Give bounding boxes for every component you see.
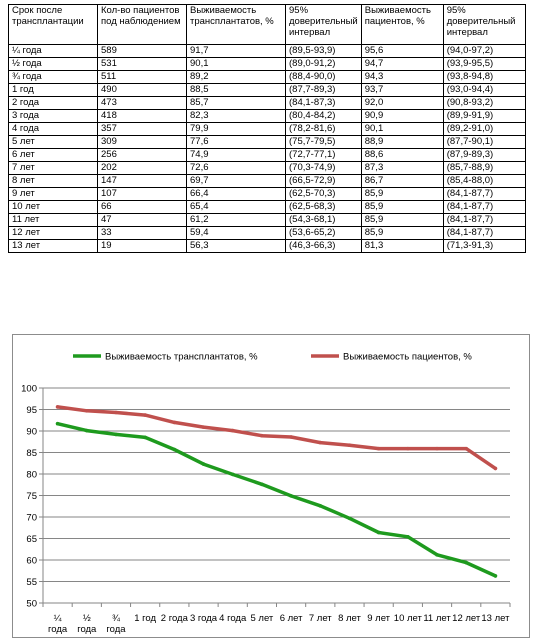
table-row [9, 97, 526, 110]
cell-graft-ci: (46,3-66,3) [286, 240, 362, 253]
x-tick-label: 10 лет [393, 613, 422, 624]
cell-patient-ci: (89,2-91,0) [443, 123, 525, 136]
table-row [9, 175, 526, 188]
series-2-point [348, 443, 352, 447]
cell-term: 9 лет [9, 188, 98, 201]
y-tick-label: 60 [26, 555, 37, 567]
cell-term: 7 лет [9, 162, 98, 175]
series-2-point [318, 441, 322, 445]
header-patient-survival: Выживаемость пациентов, % [361, 5, 443, 45]
cell-graft-ci: (62,5-70,3) [286, 188, 362, 201]
y-tick-label: 95 [26, 405, 37, 416]
cell-graft-survival: 74,9 [187, 149, 286, 162]
x-tick-label: ¼ [53, 613, 62, 624]
series-1-point [406, 535, 410, 539]
cell-patient-survival: 85,9 [361, 188, 443, 201]
cell-graft-survival: 72,6 [187, 162, 286, 175]
cell-patient-count: 256 [98, 149, 187, 162]
table-row [9, 188, 526, 201]
table-row [9, 149, 526, 162]
header-graft-ci: 95% доверительный интервал [286, 5, 362, 45]
cell-patient-ci: (84,1-87,7) [443, 188, 525, 201]
x-tick-label: 13 лет [481, 613, 510, 624]
cell-patient-survival: 85,9 [361, 214, 443, 227]
cell-term: 3 года [9, 110, 98, 123]
chart-frame [12, 334, 530, 638]
series-2-point [202, 425, 206, 429]
x-tick-label: 5 лет [250, 613, 274, 624]
cell-graft-ci: (66,5-72,9) [286, 175, 362, 188]
cell-patient-count: 418 [98, 110, 187, 123]
cell-graft-survival: 77,6 [187, 136, 286, 149]
cell-term: 2 года [9, 97, 98, 110]
cell-term: 6 лет [9, 149, 98, 162]
cell-term: 12 лет [9, 227, 98, 240]
cell-patient-ci: (85,4-88,0) [443, 175, 525, 188]
table-header-row [9, 5, 526, 45]
cell-patient-survival: 90,9 [361, 110, 443, 123]
series-1-point [464, 561, 468, 565]
cell-patient-count: 309 [98, 136, 187, 149]
cell-patient-count: 357 [98, 123, 187, 136]
cell-graft-survival: 90,1 [187, 58, 286, 71]
x-tick-label: 4 года [219, 613, 247, 624]
series-2-point [464, 447, 468, 451]
table-row [9, 123, 526, 136]
cell-patient-count: 107 [98, 188, 187, 201]
cell-graft-ci: (80,4-84,2) [286, 110, 362, 123]
table-row [9, 201, 526, 214]
cell-graft-survival: 88,5 [187, 84, 286, 97]
table-row [9, 227, 526, 240]
cell-patient-survival: 87,3 [361, 162, 443, 175]
series-2-point [231, 429, 235, 433]
cell-patient-count: 66 [98, 201, 187, 214]
cell-patient-count: 589 [98, 45, 187, 58]
x-tick-label: года [48, 624, 68, 635]
series-2-point [85, 409, 89, 413]
cell-patient-ci: (71,3-91,3) [443, 240, 525, 253]
legend-label-1: Выживаемость трансплантатов, % [105, 351, 258, 363]
y-tick-label: 70 [26, 512, 37, 524]
y-tick-label: 80 [26, 469, 37, 481]
cell-graft-ci: (54,3-68,1) [286, 214, 362, 227]
cell-graft-ci: (87,7-89,3) [286, 84, 362, 97]
x-tick-label: 2 года [160, 613, 188, 624]
cell-patient-survival: 95,6 [361, 45, 443, 58]
cell-graft-survival: 91,7 [187, 45, 286, 58]
cell-graft-survival: 82,3 [187, 110, 286, 123]
cell-graft-survival: 59,4 [187, 227, 286, 240]
cell-term: 1 год [9, 84, 98, 97]
cell-graft-ci: (84,1-87,3) [286, 97, 362, 110]
x-tick-label: года [106, 624, 126, 635]
cell-term: ½ года [9, 58, 98, 71]
series-2-point [173, 421, 177, 425]
cell-patient-count: 202 [98, 162, 187, 175]
series-1-point [435, 553, 439, 557]
cell-graft-ci: (62,5-68,3) [286, 201, 362, 214]
header-graft-survival: Выживаемость трансплантатов, % [187, 5, 286, 45]
x-tick-label: года [77, 624, 97, 635]
y-tick-label: 85 [26, 448, 37, 459]
cell-term: 8 лет [9, 175, 98, 188]
cell-graft-survival: 85,7 [187, 97, 286, 110]
series-2-point [406, 447, 410, 451]
cell-graft-ci: (75,7-79,5) [286, 136, 362, 149]
cell-graft-survival: 69,7 [187, 175, 286, 188]
series-2-point [143, 413, 147, 417]
cell-patient-ci: (93,9-95,5) [443, 58, 525, 71]
cell-patient-survival: 88,9 [361, 136, 443, 149]
cell-term: ¼ года [9, 45, 98, 58]
cell-patient-ci: (85,7-88,9) [443, 162, 525, 175]
cell-graft-ci: (78,2-81,6) [286, 123, 362, 136]
cell-patient-count: 490 [98, 84, 187, 97]
cell-patient-count: 33 [98, 227, 187, 240]
series-2-point [377, 447, 381, 451]
series-1-point [289, 494, 293, 498]
cell-term: 13 лет [9, 240, 98, 253]
series-line-2 [58, 407, 496, 469]
cell-patient-ci: (93,0-94,4) [443, 84, 525, 97]
series-1-point [231, 473, 235, 477]
series-1-point [173, 448, 177, 452]
table-row [9, 240, 526, 253]
x-tick-label: 7 лет [308, 613, 332, 624]
cell-term: ¾ года [9, 71, 98, 84]
table-row [9, 110, 526, 123]
cell-graft-survival: 61,2 [187, 214, 286, 227]
cell-graft-ci: (53,6-65,2) [286, 227, 362, 240]
series-1-point [143, 436, 147, 440]
series-1-point [260, 483, 264, 487]
cell-patient-count: 531 [98, 58, 187, 71]
series-2-point [289, 435, 293, 439]
y-tick-label: 50 [26, 598, 37, 610]
survival-table [8, 4, 526, 253]
cell-patient-survival: 85,9 [361, 201, 443, 214]
cell-patient-ci: (87,7-90,1) [443, 136, 525, 149]
table-row [9, 84, 526, 97]
series-line-1 [58, 424, 496, 576]
x-tick-label: ½ [82, 613, 91, 624]
cell-graft-survival: 79,9 [187, 123, 286, 136]
cell-graft-survival: 89,2 [187, 71, 286, 84]
table-row [9, 214, 526, 227]
x-tick-label: 3 года [189, 613, 218, 624]
cell-patient-ci: (94,0-97,2) [443, 45, 525, 58]
series-1-point [494, 574, 498, 578]
table-row [9, 71, 526, 84]
cell-graft-ci: (89,0-91,2) [286, 58, 362, 71]
cell-graft-survival: 56,3 [187, 240, 286, 253]
series-1-point [56, 422, 60, 426]
table-row [9, 45, 526, 58]
table-row [9, 162, 526, 175]
cell-patient-survival: 93,7 [361, 84, 443, 97]
cell-patient-ci: (90,8-93,2) [443, 97, 525, 110]
cell-patient-ci: (87,9-89,3) [443, 149, 525, 162]
x-tick-label: 8 лет [338, 613, 361, 624]
cell-patient-count: 511 [98, 71, 187, 84]
series-2-point [114, 411, 118, 415]
cell-term: 11 лет [9, 214, 98, 227]
cell-patient-ci: (93,8-94,8) [443, 71, 525, 84]
y-tick-label: 65 [26, 534, 37, 545]
y-tick-label: 75 [26, 491, 37, 502]
y-tick-label: 100 [21, 383, 37, 395]
cell-graft-survival: 65,4 [187, 201, 286, 214]
series-1-point [114, 433, 118, 437]
cell-term: 10 лет [9, 201, 98, 214]
cell-graft-ci: (89,5-93,9) [286, 45, 362, 58]
cell-patient-survival: 94,3 [361, 71, 443, 84]
cell-graft-ci: (72,7-77,1) [286, 149, 362, 162]
series-1-point [377, 531, 381, 535]
table-body [9, 45, 526, 253]
x-tick-label: 11 лет [423, 613, 451, 624]
cell-graft-ci: (70,3-74,9) [286, 162, 362, 175]
cell-term: 5 лет [9, 136, 98, 149]
cell-patient-ci: (84,1-87,7) [443, 201, 525, 214]
cell-patient-count: 147 [98, 175, 187, 188]
x-tick-label: 6 лет [279, 613, 303, 624]
cell-patient-survival: 81,3 [361, 240, 443, 253]
cell-patient-survival: 86,7 [361, 175, 443, 188]
series-1-point [318, 504, 322, 508]
cell-patient-survival: 92,0 [361, 97, 443, 110]
cell-graft-ci: (88,4-90,0) [286, 71, 362, 84]
series-2-point [260, 434, 264, 438]
cell-patient-ci: (84,1-87,7) [443, 214, 525, 227]
series-1-point [348, 516, 352, 520]
x-tick-label: 9 лет [367, 613, 391, 624]
header-patient-ci: 95% доверительный интервал [443, 5, 525, 45]
cell-patient-survival: 94,7 [361, 58, 443, 71]
x-tick-label: 1 год [134, 613, 157, 624]
survival-line-chart [13, 335, 529, 637]
table-row [9, 58, 526, 71]
series-2-point [435, 447, 439, 451]
cell-patient-count: 19 [98, 240, 187, 253]
cell-patient-count: 473 [98, 97, 187, 110]
cell-patient-ci: (84,1-87,7) [443, 227, 525, 240]
legend-label-2: Выживаемость пациентов, % [343, 351, 472, 363]
series-1-point [85, 429, 89, 433]
cell-patient-survival: 85,9 [361, 227, 443, 240]
series-2-point [494, 467, 498, 471]
cell-patient-ci: (89,9-91,9) [443, 110, 525, 123]
cell-graft-survival: 66,4 [187, 188, 286, 201]
header-term: Срок после трансплантации [9, 5, 98, 45]
series-1-point [202, 462, 206, 466]
y-tick-label: 90 [26, 426, 37, 438]
cell-patient-survival: 88,6 [361, 149, 443, 162]
cell-term: 4 года [9, 123, 98, 136]
y-tick-label: 55 [26, 577, 37, 588]
x-tick-label: ¾ [112, 613, 120, 624]
cell-patient-count: 47 [98, 214, 187, 227]
x-tick-label: 12 лет [452, 613, 481, 624]
header-patient-count: Кол-во пациентов под наблюдением [98, 5, 187, 45]
cell-patient-survival: 90,1 [361, 123, 443, 136]
table-row [9, 136, 526, 149]
series-2-point [56, 405, 60, 409]
